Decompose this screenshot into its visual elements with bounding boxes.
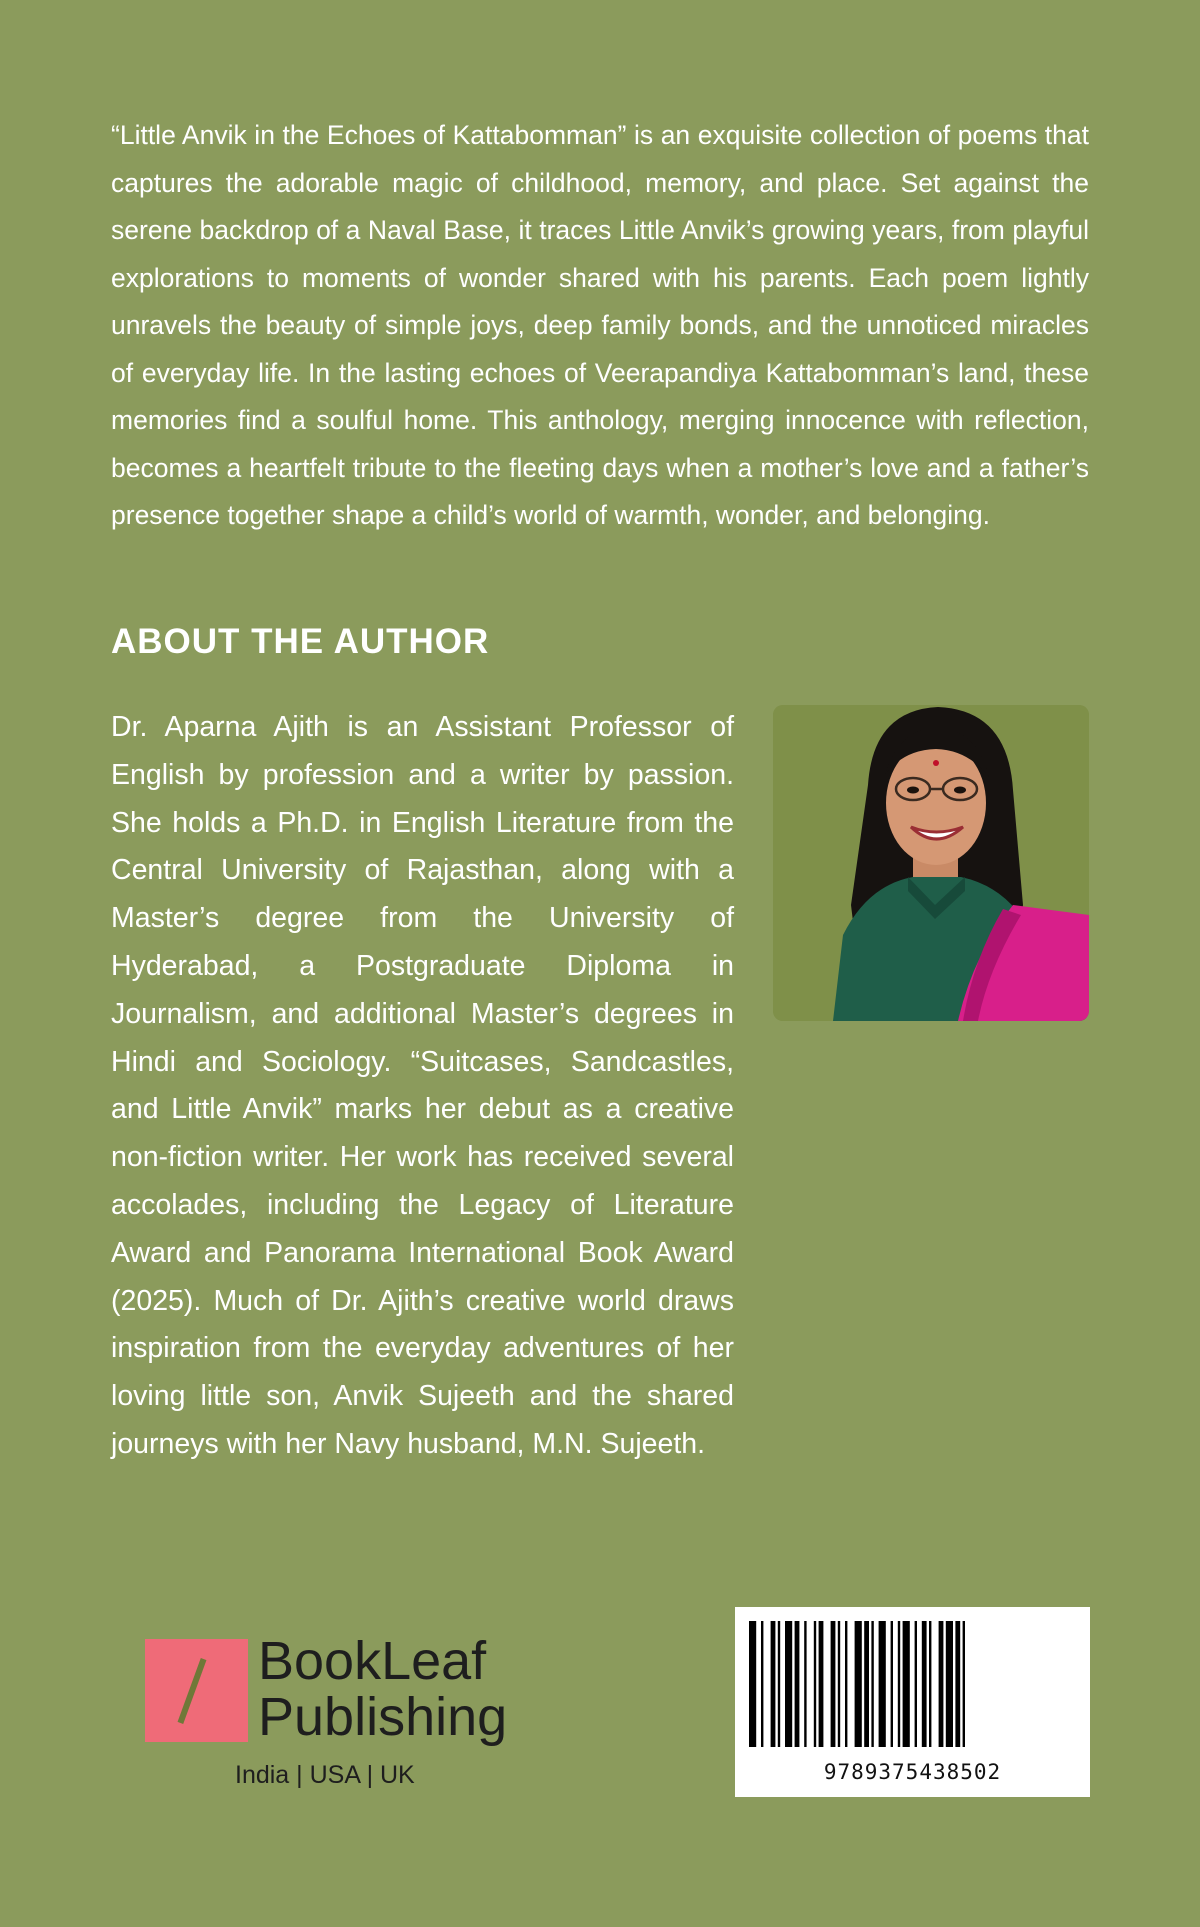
publisher-logo xyxy=(145,1631,535,1789)
author-bio: Dr. Aparna Ajith is an Assistant Professor of English by profession and a writer by passion. She holds a Ph.D. in English Literature from the Central University of Rajasthan, along with a Master’s degree from the University of Hyderabad, a Postgraduate Diploma in Journalism, and additional Master’s degrees in Hindi and Sociology. “Suitcases, Sandcastles, and Little Anvik” marks her debut as a creative non-fiction writer. Her work has received several accolades, including the Legacy of Literature Award and Panorama International Book Award (2025). Much of Dr. Ajith’s creative world draws inspiration from the everyday adventures of her loving little son, Anvik Sujeeth and the shared journeys with her Navy husband, M.N. Sujeeth. xyxy=(111,711,734,1460)
logo-mark-icon xyxy=(145,1639,248,1742)
barcode-bars-icon xyxy=(735,1607,1090,1757)
publisher-name: BookLeaf Publishing xyxy=(258,1631,508,1747)
author-photo xyxy=(773,705,1089,1021)
about-author-heading: ABOUT THE AUTHOR xyxy=(111,622,490,661)
book-blurb: “Little Anvik in the Echoes of Kattabomman” is an exquisite collection of poems that captures the adorable magic of childhood, memory, and place. Set against the serene backdrop of a Naval Base, it traces Little Anvik’s growing years, from playful explorations to moments of wonder shared with his parents. Each poem lightly unravels the beauty of simple joys, deep family bonds, and the unnoticed miracles of everyday life. In the lasting echoes of Veerapandiya Kattabomman’s land, these memories find a soulful home. This anthology, merging innocence with reflection, becomes a heartfelt tribute to the fleeting days when a mother’s love and a father’s presence together shape a child’s world of warmth, wonder, and belonging. xyxy=(111,120,1089,530)
isbn-number: 9789375438502 xyxy=(823,1760,1002,1784)
isbn-barcode xyxy=(735,1607,1090,1797)
publisher-regions: India | USA | UK xyxy=(235,1761,415,1789)
